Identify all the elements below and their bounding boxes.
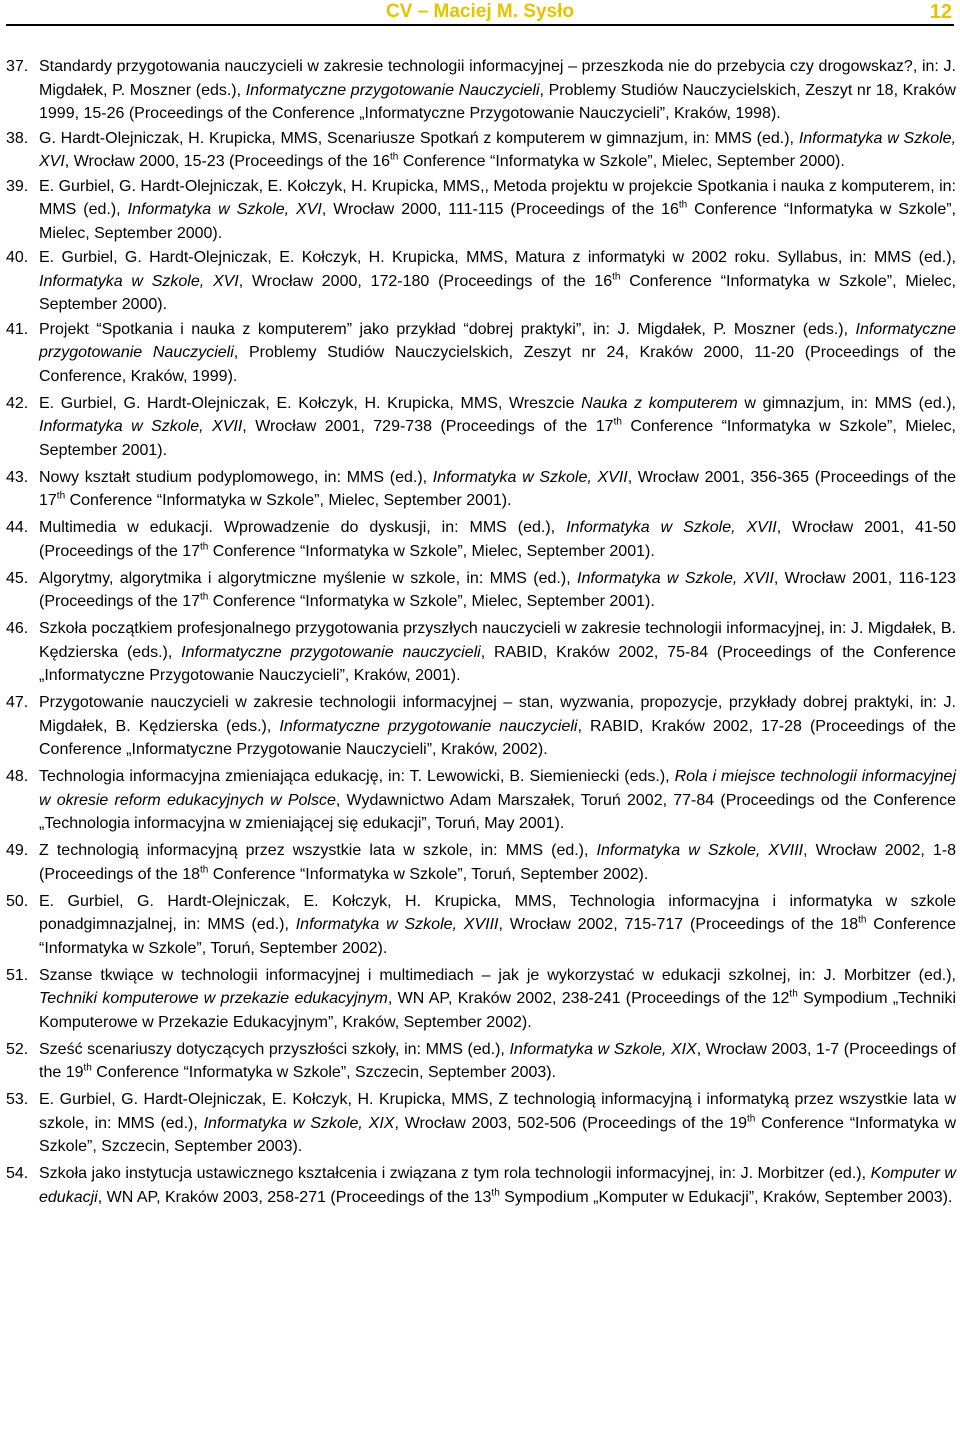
reference-item: [0, 567, 960, 614]
reference-item: [0, 466, 960, 513]
reference-item: [0, 691, 960, 762]
reference-text-run: , Wrocław 2002, 715-717 (Proceedings of the 18: [498, 916, 859, 933]
ordinal-suffix: th: [747, 1113, 756, 1125]
reference-number: 46.: [6, 620, 29, 637]
reference-text-run: Nowy kształt studium podyplomowego, in: MMS (ed.),: [39, 468, 433, 486]
reference-item: [0, 516, 960, 563]
reference-text: [39, 567, 956, 614]
reference-text-run: , Wrocław 2001, 356-365 (Proceedings of the 17: [39, 468, 956, 509]
reference-text-run: , Wrocław 2000, 15-23 (Proceedings of the 16: [64, 153, 391, 170]
reference-text-run: , Wrocław 2000, 172-180 (Proceedings of the 16: [238, 272, 613, 290]
reference-text-run: Sympodium „Komputer w Edukacji”, Kraków, September 2003).: [499, 1188, 953, 1206]
reference-number: 51.: [6, 966, 29, 984]
reference-text-run: w gimnazjum, in: MMS (ed.),: [737, 394, 957, 412]
reference-number: 53.: [6, 1091, 29, 1108]
reference-title-italic: Informatyka w Szkole, XVI: [39, 272, 239, 290]
reference-text-run: Conference “Informatyka w Szkole”, Toruń, September 2002).: [39, 916, 956, 957]
reference-number: 48.: [6, 768, 29, 785]
reference-text-run: , Wrocław 2002, 1-8 (Proceedings of the 18: [39, 842, 957, 883]
ordinal-suffix: th: [678, 199, 688, 211]
reference-title-italic: Informatyka w Szkole, XVI: [39, 129, 957, 170]
reference-item: [0, 964, 960, 1035]
reference-text-run: Przygotowanie nauczycieli w zakresie technologii informacyjnej – stan, wyzwania, propozycje, przykłady dobrej praktyki, in: J. Migdałek, B. Kędzierska (eds.),: [39, 694, 956, 735]
reference-number: 41.: [6, 320, 29, 338]
reference-text: [39, 964, 956, 1035]
reference-text-run: Szkoła jako instytucja ustawicznego kształcenia i związana z tym rola technologii informacyjnej, in: J. Morbitzer (ed.),: [39, 1165, 871, 1182]
reference-text-run: Szkoła początkiem profesjonalnego przygotowania przyszłych nauczycieli w zakresie technologii informacyjnej, in: J. Migdałek, B. Kędzierska (eds.),: [39, 620, 956, 661]
reference-text-run: , Wrocław 2003, 1-7 (Proceedings of the 19: [39, 1040, 957, 1081]
reference-text-run: , Problemy Studiów Nauczycielskich, Zeszyt nr 24, Kraków 2000, 11-20 (Proceedings of the Conference, Kraków, 1999).: [39, 344, 957, 385]
reference-text: [39, 1088, 956, 1159]
reference-title-italic: Informatyczne przygotowanie nauczycieli: [279, 717, 578, 735]
reference-text: [39, 1162, 956, 1209]
reference-item: [0, 55, 960, 126]
reference-text-run: E. Gurbiel, G. Hardt-Olejniczak, E. Kołczyk, H. Krupicka, MMS, Z technologią informacyjną i informatyką przez wszystkie lata w szkole, in: MMS (ed.),: [39, 1091, 956, 1132]
reference-number: 50.: [6, 892, 29, 910]
reference-item: [0, 890, 960, 961]
reference-number: 47.: [6, 694, 29, 711]
reference-text-run: Conference “Informatyka w Szkole”, Mielec, September 2000).: [39, 272, 956, 313]
reference-item: [0, 1038, 960, 1085]
reference-title-italic: Komputer w edukacji: [39, 1165, 956, 1206]
reference-title-italic: Informatyka w Szkole, XIX: [203, 1114, 395, 1132]
reference-text-run: , WN AP, Kraków 2003, 258-271 (Proceedings of the 13: [97, 1188, 492, 1206]
reference-title-italic: Techniki komputerowe w przekazie edukacyjnym: [39, 990, 388, 1007]
reference-text: [39, 175, 956, 246]
reference-item: [0, 318, 960, 389]
reference-text-run: Z technologią informacyjną przez wszystkie lata w szkole, in: MMS (ed.),: [39, 842, 597, 859]
reference-list: [0, 55, 960, 1213]
reference-text-run: E. Gurbiel, G. Hardt-Olejniczak, E. Kołczyk, H. Krupicka, MMS, Wreszcie: [39, 394, 582, 412]
reference-text-run: , Wrocław 2001, 729-738 (Proceedings of the 17: [242, 418, 614, 435]
ordinal-suffix: th: [612, 271, 621, 283]
ordinal-suffix: th: [83, 1062, 92, 1074]
ordinal-suffix: th: [789, 988, 798, 1000]
page-header: [6, 0, 954, 26]
reference-text: [39, 127, 956, 174]
reference-number: 39.: [6, 177, 29, 195]
reference-title-italic: Informatyczne przygotowanie Nauczycieli: [245, 81, 540, 99]
reference-text-run: , Wrocław 2000, 111-115 (Proceedings of the 16: [321, 201, 679, 218]
reference-number: 40.: [6, 249, 29, 266]
reference-text-run: , WN AP, Kraków 2002, 238-241 (Proceedings of the 12: [387, 990, 790, 1007]
header-title: CV – Maciej M. Sysło: [386, 1, 574, 22]
reference-text: [39, 55, 956, 126]
reference-text-run: E. Gurbiel, G. Hardt-Olejniczak, E. Kołczyk, H. Krupicka, MMS, Technologia informacyjna i informatyka w szkole ponadgimnazjalnej, in: MMS (ed.),: [39, 892, 956, 933]
ordinal-suffix: th: [200, 591, 209, 603]
reference-text-run: Conference “Informatyka w Szkole”, Szczecin, September 2003).: [39, 1114, 956, 1155]
reference-text-run: Szanse tkwiące w technologii informacyjnej i multimediach – jak je wykorzystać w edukacji szkolnej, in: J. Morbitzer (ed.),: [39, 966, 956, 984]
reference-text-run: Algorytmy, algorytmika i algorytmiczne myślenie w szkole, in: MMS (ed.),: [39, 569, 577, 587]
reference-text: [39, 691, 956, 762]
reference-item: [0, 246, 960, 317]
reference-number: 43.: [6, 468, 29, 486]
reference-text: [39, 246, 956, 317]
reference-text-run: Multimedia w edukacji. Wprowadzenie do dyskusji, in: MMS (ed.),: [39, 519, 567, 536]
reference-title-italic: Informatyka w Szkole, XVII: [577, 569, 774, 587]
reference-text: [39, 516, 956, 563]
reference-title-italic: Informatyczne przygotowanie Nauczycieli: [39, 320, 956, 361]
reference-item: [0, 765, 960, 836]
reference-title-italic: Informatyka w Szkole, XIX: [509, 1040, 697, 1058]
reference-text: [39, 1038, 956, 1085]
reference-text-run: Conference “Informatyka w Szkole”, Mielec, September 2001).: [208, 593, 655, 610]
reference-item: [0, 175, 960, 246]
reference-text-run: G. Hardt-Olejniczak, H. Krupicka, MMS, Scenariusze Spotkań z komputerem w gimnazjum, in: MMS (ed.),: [39, 129, 799, 147]
reference-text-run: , RABID, Kraków 2002, 75-84 (Proceedings of the Conference „Informatyczne Przygotowanie Nauczycieli”, Kraków, 2001).: [39, 643, 956, 684]
reference-text: [39, 392, 956, 463]
reference-text-run: Technologia informacyjna zmieniająca edukację, in: T. Lewowicki, B. Siemieniecki (eds.),: [39, 768, 675, 785]
reference-title-italic: Rola i miejsce technologii informacyjnej w okresie reform edukacyjnych w Polsce: [39, 768, 956, 809]
reference-title-italic: Informatyka w Szkole, XVII: [566, 519, 777, 536]
ordinal-suffix: th: [491, 1187, 500, 1199]
reference-text: [39, 765, 956, 836]
reference-text-run: Conference “Informatyka w Szkole”, Mielec, September 2001).: [208, 542, 655, 560]
ordinal-suffix: th: [200, 541, 209, 553]
reference-title-italic: Informatyka w Szkole, XVIII: [596, 842, 804, 859]
reference-title-italic: Informatyczne przygotowanie nauczycieli: [181, 643, 481, 661]
reference-text-run: Conference “Informatyka w Szkole”, Mielec, September 2000).: [398, 153, 845, 170]
reference-text-run: Conference “Informatyka w Szkole”, Mielec, September 2001).: [39, 418, 956, 459]
reference-item: [0, 617, 960, 688]
reference-text-run: E. Gurbiel, G. Hardt-Olejniczak, E. Kołczyk, H. Krupicka, MMS,, Metoda projektu w projekcie Spotkania i nauka z komputerem, in: MMS (ed.),: [39, 177, 956, 218]
reference-number: 49.: [6, 842, 29, 859]
reference-item: [0, 1088, 960, 1159]
reference-text-run: Conference “Informatyka w Szkole”, Toruń, September 2002).: [208, 865, 649, 883]
reference-number: 38.: [6, 129, 29, 147]
ordinal-suffix: th: [200, 864, 209, 876]
reference-title-italic: Informatyka w Szkole, XVII: [432, 468, 628, 486]
reference-number: 42.: [6, 394, 29, 412]
reference-text-run: , RABID, Kraków 2002, 17-28 (Proceedings of the Conference „Informatyczne Przygotowanie Nauczycieli”, Kraków, 2002).: [39, 717, 956, 758]
reference-title-italic: Informatyka w Szkole, XVIII: [295, 916, 499, 933]
ordinal-suffix: th: [613, 416, 622, 428]
reference-text-run: , Wrocław 2003, 502-506 (Proceedings of the 19: [394, 1114, 748, 1132]
reference-text: [39, 890, 956, 961]
reference-item: [0, 392, 960, 463]
reference-number: 44.: [6, 519, 29, 536]
reference-text-run: Projekt “Spotkania i nauka z komputerem” jako przykład “dobrej praktyki”, in: J. Migdałek, P. Moszner (eds.),: [39, 320, 856, 338]
reference-number: 45.: [6, 569, 29, 587]
reference-text-run: , Wrocław 2001, 116-123 (Proceedings of the 17: [39, 569, 956, 610]
reference-title-italic: Nauka z komputerem: [581, 394, 738, 412]
reference-text-run: Conference “Informatyka w Szkole”, Mielec, September 2000).: [39, 201, 956, 242]
reference-text: [39, 839, 956, 886]
reference-text-run: Sześć scenariuszy dotyczących przyszłości szkoły, in: MMS (ed.),: [39, 1040, 510, 1058]
reference-title-italic: Informatyka w Szkole, XVI: [127, 201, 322, 218]
page-number: 12: [929, 1, 952, 23]
reference-text-run: , Wydawnictwo Adam Marszałek, Toruń 2002, 77-84 (Proceedings od the Conference „Technologia informacyjna w zmieniającej się edukacji”, Toruń, May 2001).: [39, 791, 956, 832]
reference-text-run: , Problemy Studiów Nauczycielskich, Zeszyt nr 18, Kraków 1999, 15-26 (Proceedings of the Conference „Informatyczne Przygotowanie Nauczycieli”, Kraków, 1998).: [39, 81, 956, 122]
reference-text-run: E. Gurbiel, G. Hardt-Olejniczak, E. Kołczyk, H. Krupicka, MMS, Matura z informatyki w 2002 roku. Syllabus, in: MMS (ed.),: [39, 249, 956, 266]
ordinal-suffix: th: [390, 151, 399, 163]
reference-item: [0, 127, 960, 174]
reference-text-run: Conference “Informatyka w Szkole”, Szczecin, September 2003).: [91, 1064, 557, 1081]
reference-text-run: , Wrocław 2001, 41-50 (Proceedings of the 17: [39, 519, 957, 560]
reference-text: [39, 617, 956, 688]
ordinal-suffix: th: [56, 490, 66, 502]
reference-text-run: Sympodium „Techniki Komputerowe w Przekazie Edukacyjnym”, Kraków, September 2002).: [39, 990, 957, 1031]
reference-item: [0, 1162, 960, 1209]
ordinal-suffix: th: [858, 914, 867, 926]
reference-text-run: Standardy przygotowania nauczycieli w zakresie technologii informacyjnej – przeszkoda nie do przebycia czy drogowskaz?, in: J. Migdałek, P. Moszner (eds.),: [39, 58, 956, 99]
reference-text: [39, 466, 956, 513]
reference-item: [0, 839, 960, 886]
reference-title-italic: Informatyka w Szkole, XVII: [39, 418, 243, 435]
reference-text-run: Conference “Informatyka w Szkole”, Mielec, September 2001).: [65, 492, 512, 509]
reference-number: 37.: [6, 58, 29, 75]
reference-number: 54.: [6, 1165, 29, 1182]
reference-text: [39, 318, 956, 389]
reference-number: 52.: [6, 1040, 29, 1058]
